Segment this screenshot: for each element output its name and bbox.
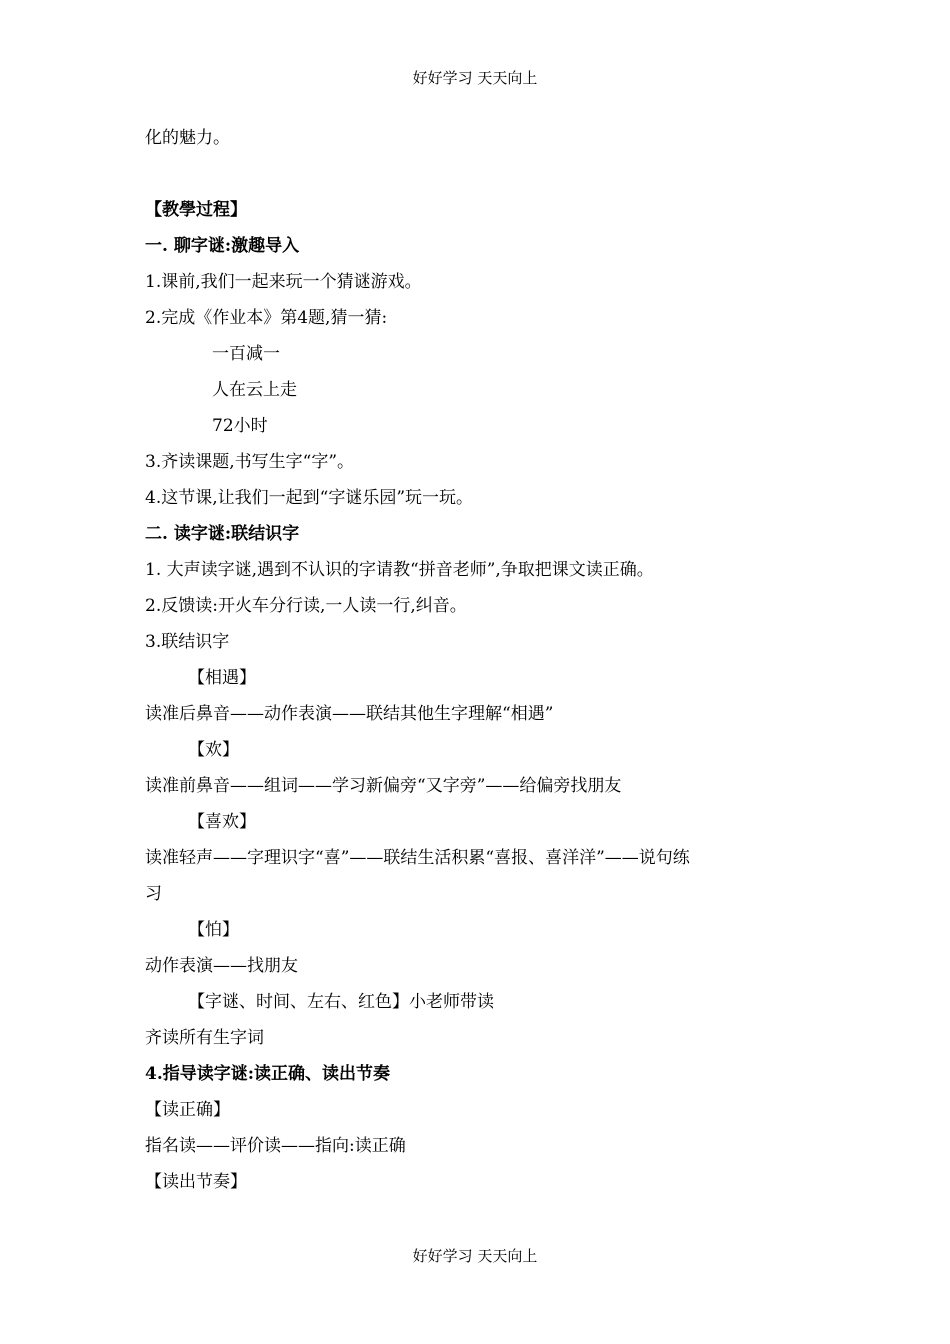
text-line: 化的魅力。 (145, 128, 230, 148)
page-header: 好好学习 天天向上 (412, 69, 538, 87)
subheading-line: 【字谜、时间、左右、红色】小老师带读 (188, 992, 494, 1012)
riddle-line: 72小时 (212, 416, 268, 436)
text-line: 读准后鼻音——动作表演——联结其他生字理解“相遇” (145, 704, 554, 724)
text-line: 1. 大声读字谜,遇到不认识的字请教“拼音老师”,争取把课文读正确。 (145, 560, 654, 580)
subheading-line: 【读正确】 (145, 1100, 230, 1120)
subheading-line: 【欢】 (188, 740, 239, 760)
text-line: 1.课前,我们一起来玩一个猜谜游戏。 (145, 272, 422, 292)
text-line: 2.完成《作业本》第4题,猜一猜: (145, 308, 388, 328)
section-heading: 【教學过程】 (145, 200, 247, 220)
text-line: 读准前鼻音——组词——学习新偏旁“又字旁”——给偏旁找朋友 (145, 776, 622, 796)
subheading-line: 【相遇】 (188, 668, 256, 688)
text-line: 读准轻声——字理识字“喜”——联结生活积累“喜报、喜洋洋”——说句练 (145, 848, 690, 868)
text-line: 动作表演——找朋友 (145, 956, 298, 976)
riddle-line: 人在云上走 (212, 380, 297, 400)
text-line: 3.联结识字 (145, 632, 230, 652)
subheading-line: 【读出节奏】 (145, 1172, 247, 1192)
page-footer: 好好学习 天天向上 (412, 1247, 538, 1265)
section-heading: 二. 读字谜:联结识字 (145, 524, 300, 544)
text-line: 齐读所有生字词 (145, 1028, 264, 1048)
text-line: 指名读——评价读——指向:读正确 (145, 1136, 406, 1156)
riddle-line: 一百减一 (212, 344, 280, 364)
text-line: 2.反馈读:开火车分行读,一人读一行,纠音。 (145, 596, 467, 616)
section-heading: 一. 聊字谜:激趣导入 (145, 236, 300, 256)
subheading-line: 【喜欢】 (188, 812, 256, 832)
text-line: 习 (145, 884, 162, 904)
text-line: 4.这节课,让我们一起到“字谜乐园”玩一玩。 (145, 488, 474, 508)
subheading-line: 【怕】 (188, 920, 239, 940)
text-line: 3.齐读课题,书写生字“字”。 (145, 452, 355, 472)
section-heading: 4.指导读字谜:读正确、读出节奏 (145, 1064, 391, 1084)
